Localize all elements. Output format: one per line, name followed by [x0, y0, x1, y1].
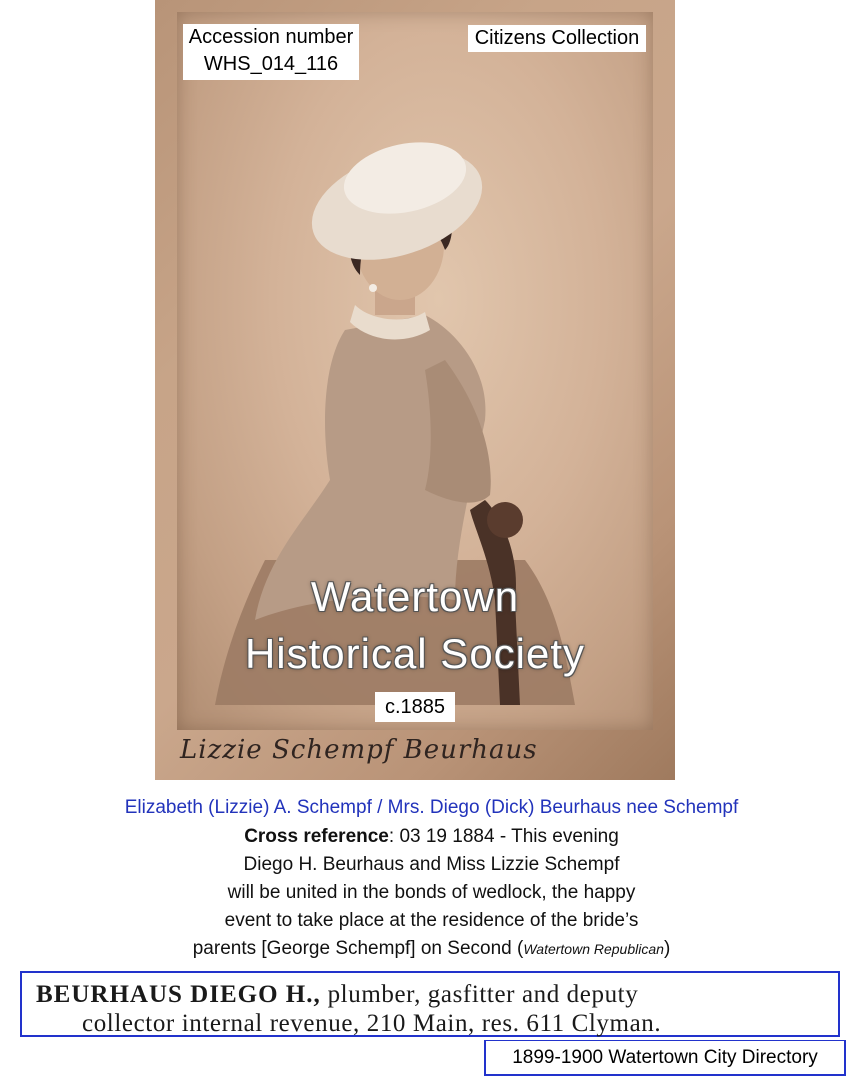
watermark-line-1: Watertown: [310, 573, 520, 620]
accession-number: WHS_014_116: [203, 53, 339, 75]
cross-reference-block: [0, 823, 863, 963]
caption-title: Elizabeth (Lizzie) A. Schempf / Mrs. Diego (Dick) Beurhaus nee Schempf: [124, 797, 739, 818]
directory-name: BEURHAUS DIEGO H.,: [36, 981, 321, 1008]
directory-line-2: collector internal revenue, 210 Main, res. 611 Clyman.: [82, 1010, 662, 1037]
directory-line-1: [36, 981, 638, 1009]
line5-end: ): [663, 938, 671, 959]
directory-occupation: plumber, gasfitter and deputy: [320, 981, 639, 1008]
cross-reference-line-5: [0, 935, 863, 963]
handwritten-signature: Lizzie Schempf Beurhaus: [180, 735, 538, 765]
newspaper-source: Watertown Republican: [523, 941, 664, 957]
cross-reference-line-3: will be united in the bonds of wedlock, the happy: [227, 882, 636, 903]
line5-start: parents [George Schempf] on Second (: [192, 938, 524, 959]
cross-reference-line-4: event to take place at the residence of the bride’s: [224, 910, 639, 931]
directory-source-label: 1899-1900 Watertown City Directory: [484, 1040, 846, 1076]
cross-reference-line-1: [0, 823, 863, 851]
collection-label: Citizens Collection: [468, 25, 646, 52]
accession-label-box: [183, 24, 359, 80]
accession-label: Accession number: [188, 26, 354, 48]
city-directory-excerpt: [20, 971, 840, 1037]
watermark-line-2: Historical Society: [244, 630, 586, 677]
cross-reference-line-2: Diego H. Beurhaus and Miss Lizzie Schempf: [243, 854, 620, 875]
cross-reference-label: Cross reference: [244, 826, 389, 847]
date-label: c.1885: [375, 692, 455, 722]
cross-reference-date: : 03 19 1884 - This evening: [388, 826, 619, 847]
